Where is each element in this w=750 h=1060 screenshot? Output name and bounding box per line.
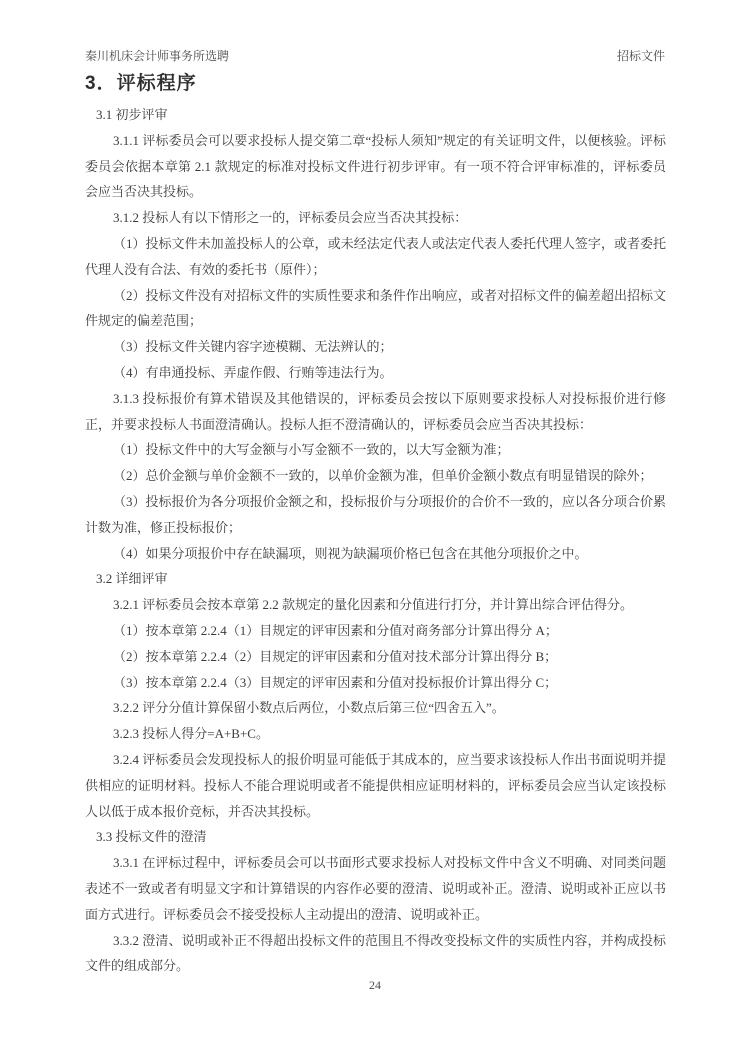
paragraph: （4）如果分项报价中存在缺漏项，则视为缺漏项价格已包含在其他分项报价之中。 bbox=[113, 545, 588, 561]
paragraph: 3.3.1 在评标过程中，评标委员会可以书面形式要求投标人对投标文件中含义不明确、对同类问题表述不一致或者有明显文字和计算错误的内容作必要的澄清、说明或补正。澄清、说明或补正应以书面方式进行。评标委员会不接受投标人主动提出的澄清、说明或补正。 bbox=[85, 855, 666, 922]
paragraph: 3.2.3 投标人得分=A+B+C。 bbox=[113, 726, 269, 742]
section-heading: 3.3 投标文件的澄清 bbox=[96, 829, 207, 845]
paragraph: （1）按本章第 2.2.4（1）目规定的评审因素和分值对商务部分计算出得分 A； bbox=[113, 622, 558, 638]
paragraph: （3）按本章第 2.2.4（3）目规定的评审因素和分值对投标报价计算出得分 C； bbox=[113, 674, 558, 690]
page-number: 24 bbox=[369, 978, 381, 992]
page-title: 3．评标程序 bbox=[85, 73, 197, 94]
paragraph: （3）投标文件关键内容字迹模糊、无法辨认的； bbox=[113, 339, 393, 355]
header-left-text: 秦川机床会计师事务所选聘 bbox=[85, 49, 230, 63]
paragraph: （1）投标文件中的大写金额与小写金额不一致的，以大写金额为准； bbox=[113, 442, 510, 458]
paragraph: （4）有串通投标、弄虚作假、行贿等违法行为。 bbox=[113, 364, 393, 380]
paragraph: 3.2.4 评标委员会发现投标人的报价明显可能低于其成本的，应当要求该投标人作出书面说明并提供相应的证明材料。投标人不能合理说明或者不能提供相应证明材料的，评标委员会应当认定该投标人以低于成本报价竞标，并否决其投标。 bbox=[85, 751, 666, 819]
paragraph: 3.3.2 澄清、说明或补正不得超出投标文件的范围且不得改变投标文件的实质性内容，并构成投标文件的组成部分。 bbox=[85, 932, 666, 974]
paragraph: （1）投标文件未加盖投标人的公章，或未经法定代表人或法定代表人委托代理人签字，或者委托代理人没有合法、有效的委托书（原件）； bbox=[85, 235, 666, 277]
paragraph: 3.2.1 评标委员会按本章第 2.2 款规定的量化因素和分值进行打分，并计算出综合评估得分。 bbox=[113, 597, 634, 613]
document-body bbox=[85, 102, 666, 979]
header-right-text: 招标文件 bbox=[616, 49, 665, 63]
paragraph: 3.1.2 投标人有以下情形之一的，评标委员会应当否决其投标： bbox=[113, 210, 468, 226]
section-heading: 3.1 初步评审 bbox=[96, 107, 168, 122]
paragraph: （2）按本章第 2.2.4（2）目规定的评审因素和分值对技术部分计算出得分 B； bbox=[113, 648, 558, 664]
paragraph: （2）投标文件没有对招标文件的实质性要求和条件作出响应，或者对招标文件的偏差超出招标文件规定的偏差范围； bbox=[85, 287, 666, 329]
paragraph: （2）总价金额与单价金额不一致的，以单价金额为准，但单价金额小数点有明显错误的除外； bbox=[113, 468, 653, 484]
paragraph: （3）投标报价为各分项报价金额之和，投标报价与分项报价的合价不一致的，应以各分项合价累计数为准，修正投标报价； bbox=[85, 493, 666, 535]
page-header bbox=[85, 48, 665, 64]
paragraph: 3.1.3 投标报价有算术错误及其他错误的，评标委员会按以下原则要求投标人对投标报价进行修正，并要求投标人书面澄清确认。投标人拒不澄清确认的，评标委员会应当否决其投标： bbox=[85, 390, 666, 432]
paragraph: 3.2.2 评分分值计算保留小数点后两位，小数点后第三位“四舍五入”。 bbox=[113, 700, 505, 716]
section-heading: 3.2 详细评审 bbox=[96, 571, 168, 587]
paragraph: 3.1.1 评标委员会可以要求投标人提交第二章“投标人须知”规定的有关证明文件，以便核验。评标委员会依据本章第 2.1 款规定的标准对投标文件进行初步评审。有一项不符合评审标准的，评标委员会应当否决其投标。 bbox=[85, 132, 666, 200]
page-footer bbox=[0, 977, 750, 993]
